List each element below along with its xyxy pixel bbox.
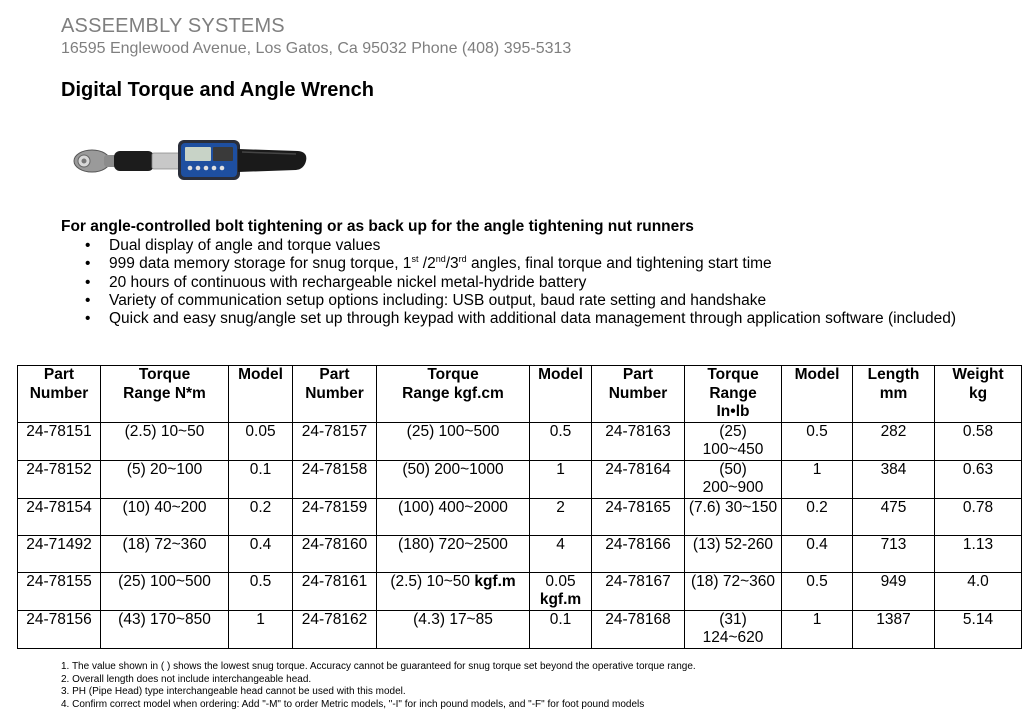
- table-cell: 4.0: [935, 572, 1022, 610]
- table-cell: 1387: [853, 610, 935, 648]
- table-cell: 24-78160: [293, 535, 377, 572]
- table-cell: (50) 200~900: [685, 460, 782, 498]
- product-intro: For angle-controlled bolt tightening or as back up for the angle tightening nut runners: [61, 218, 694, 235]
- table-cell: 384: [853, 460, 935, 498]
- table-cell: (100) 400~2000: [377, 498, 530, 535]
- table-cell: 1: [782, 610, 853, 648]
- table-cell: (18) 72~360: [685, 572, 782, 610]
- product-title: Digital Torque and Angle Wrench: [61, 79, 374, 101]
- table-cell: 24-71492: [18, 535, 101, 572]
- table-cell: 24-78164: [592, 460, 685, 498]
- table-header-row: [18, 366, 1022, 423]
- table-cell: 24-78166: [592, 535, 685, 572]
- table-cell: (25) 100~450: [685, 422, 782, 460]
- table-cell: 0.4: [782, 535, 853, 572]
- table-cell: 282: [853, 422, 935, 460]
- feature-item: [61, 274, 981, 292]
- table-cell: 0.58: [935, 422, 1022, 460]
- feature-item: [61, 255, 981, 273]
- bullet-icon: •: [85, 255, 91, 273]
- table-cell: 24-78156: [18, 610, 101, 648]
- feature-text: 20 hours of continuous with rechargeable nickel metal-hydride battery: [109, 273, 587, 291]
- feature-list: [61, 237, 981, 328]
- footnote: 4. Confirm correct model when ordering: Add "-M" to order Metric models, "-I" for inch pound models, and "-F" for foot pound models: [61, 699, 645, 711]
- column-header: Model: [229, 366, 293, 423]
- footnote: 2. Overall length does not include interchangeable head.: [61, 673, 312, 685]
- table-cell: 24-78151: [18, 422, 101, 460]
- table-cell: 0.5: [530, 422, 592, 460]
- footnotes: [61, 661, 696, 712]
- column-header: Weight kg: [935, 366, 1022, 423]
- torque-wrench-icon: [70, 136, 310, 186]
- table-cell: 24-78157: [293, 422, 377, 460]
- feature-item: [61, 310, 981, 328]
- feature-text: Variety of communication setup options including: USB output, baud rate setting and handshake: [109, 291, 767, 309]
- table-cell: 5.14: [935, 610, 1022, 648]
- table-cell: 24-78162: [293, 610, 377, 648]
- feature-text: 999 data memory storage for snug torque, 1st /2nd/3rd angles, final torque and tightening start time: [109, 254, 772, 273]
- column-header: Torque Range kgf.cm: [377, 366, 530, 423]
- table-cell: 949: [853, 572, 935, 610]
- table-cell: (43) 170~850: [101, 610, 229, 648]
- table-cell: 0.2: [782, 498, 853, 535]
- table-cell: 1: [782, 460, 853, 498]
- bullet-icon: •: [85, 273, 91, 291]
- column-header: Part Number: [592, 366, 685, 423]
- table-cell: 0.1: [530, 610, 592, 648]
- column-header: Model: [782, 366, 853, 423]
- table-row: [18, 422, 1022, 460]
- table-cell: 24-78165: [592, 498, 685, 535]
- bullet-icon: •: [85, 291, 91, 309]
- table-cell: 0.2: [229, 498, 293, 535]
- table-cell: (7.6) 30~150: [685, 498, 782, 535]
- table-cell: 24-78159: [293, 498, 377, 535]
- table-cell: 0.78: [935, 498, 1022, 535]
- table-cell: 24-78154: [18, 498, 101, 535]
- table-row: [18, 535, 1022, 572]
- table-cell: 24-78161: [293, 572, 377, 610]
- table-cell: (31) 124~620: [685, 610, 782, 648]
- column-header: Torque Range N*m: [101, 366, 229, 423]
- table-cell: (25) 100~500: [101, 572, 229, 610]
- column-header: Torque Range In•lb: [685, 366, 782, 423]
- table-cell: 24-78167: [592, 572, 685, 610]
- table-row: [18, 610, 1022, 648]
- feature-text: Quick and easy snug/angle set up through keypad with additional data management through application software (included): [109, 310, 957, 328]
- table-row: [18, 572, 1022, 610]
- table-cell: (10) 40~200: [101, 498, 229, 535]
- company-name: ASSEEMBLY SYSTEMS: [61, 15, 285, 37]
- specs-table: [17, 365, 1022, 649]
- table-cell: (18) 72~360: [101, 535, 229, 572]
- table-cell: 0.5: [782, 572, 853, 610]
- footnote: 3. PH (Pipe Head) type interchangeable head cannot be used with this model.: [61, 686, 406, 698]
- table-cell: 0.05: [229, 422, 293, 460]
- table-cell: 24-78152: [18, 460, 101, 498]
- table-cell: (180) 720~2500: [377, 535, 530, 572]
- column-header: Part Number: [18, 366, 101, 423]
- table-cell: (25) 100~500: [377, 422, 530, 460]
- table-cell: (4.3) 17~85: [377, 610, 530, 648]
- table-cell: 24-78155: [18, 572, 101, 610]
- table-cell: 0.5: [229, 572, 293, 610]
- table-cell: 0.1: [229, 460, 293, 498]
- table-cell: 0.4: [229, 535, 293, 572]
- table-cell: 1.13: [935, 535, 1022, 572]
- table-cell: 24-78168: [592, 610, 685, 648]
- feature-text: Dual display of angle and torque values: [109, 237, 381, 254]
- bullet-icon: •: [85, 310, 91, 328]
- table-cell: 24-78163: [592, 422, 685, 460]
- table-cell: 1: [530, 460, 592, 498]
- feature-item: [61, 292, 981, 310]
- bullet-icon: •: [85, 237, 91, 254]
- table-cell: 24-78158: [293, 460, 377, 498]
- table-cell: (5) 20~100: [101, 460, 229, 498]
- footnote: 1. The value shown in ( ) shows the lowest snug torque. Accuracy cannot be guaranteed for snug torque set beyond the operative torque range.: [61, 661, 696, 672]
- feature-item: [61, 237, 981, 255]
- table-cell: (2.5) 10~50 kgf.m: [377, 572, 530, 610]
- column-header: Model: [530, 366, 592, 423]
- table-cell: 713: [853, 535, 935, 572]
- table-cell: (50) 200~1000: [377, 460, 530, 498]
- company-address: 16595 Englewood Avenue, Los Gatos, Ca 95032 Phone (408) 395-5313: [61, 40, 572, 57]
- table-cell: 475: [853, 498, 935, 535]
- table-row: [18, 460, 1022, 498]
- table-cell: 0.63: [935, 460, 1022, 498]
- column-header: Part Number: [293, 366, 377, 423]
- table-cell: (2.5) 10~50: [101, 422, 229, 460]
- table-cell: 4: [530, 535, 592, 572]
- table-cell: 2: [530, 498, 592, 535]
- table-cell: (13) 52-260: [685, 535, 782, 572]
- table-row: [18, 498, 1022, 535]
- table-cell: 1: [229, 610, 293, 648]
- column-header: Length mm: [853, 366, 935, 423]
- table-cell: 0.5: [782, 422, 853, 460]
- table-cell: 0.05 kgf.m: [530, 572, 592, 610]
